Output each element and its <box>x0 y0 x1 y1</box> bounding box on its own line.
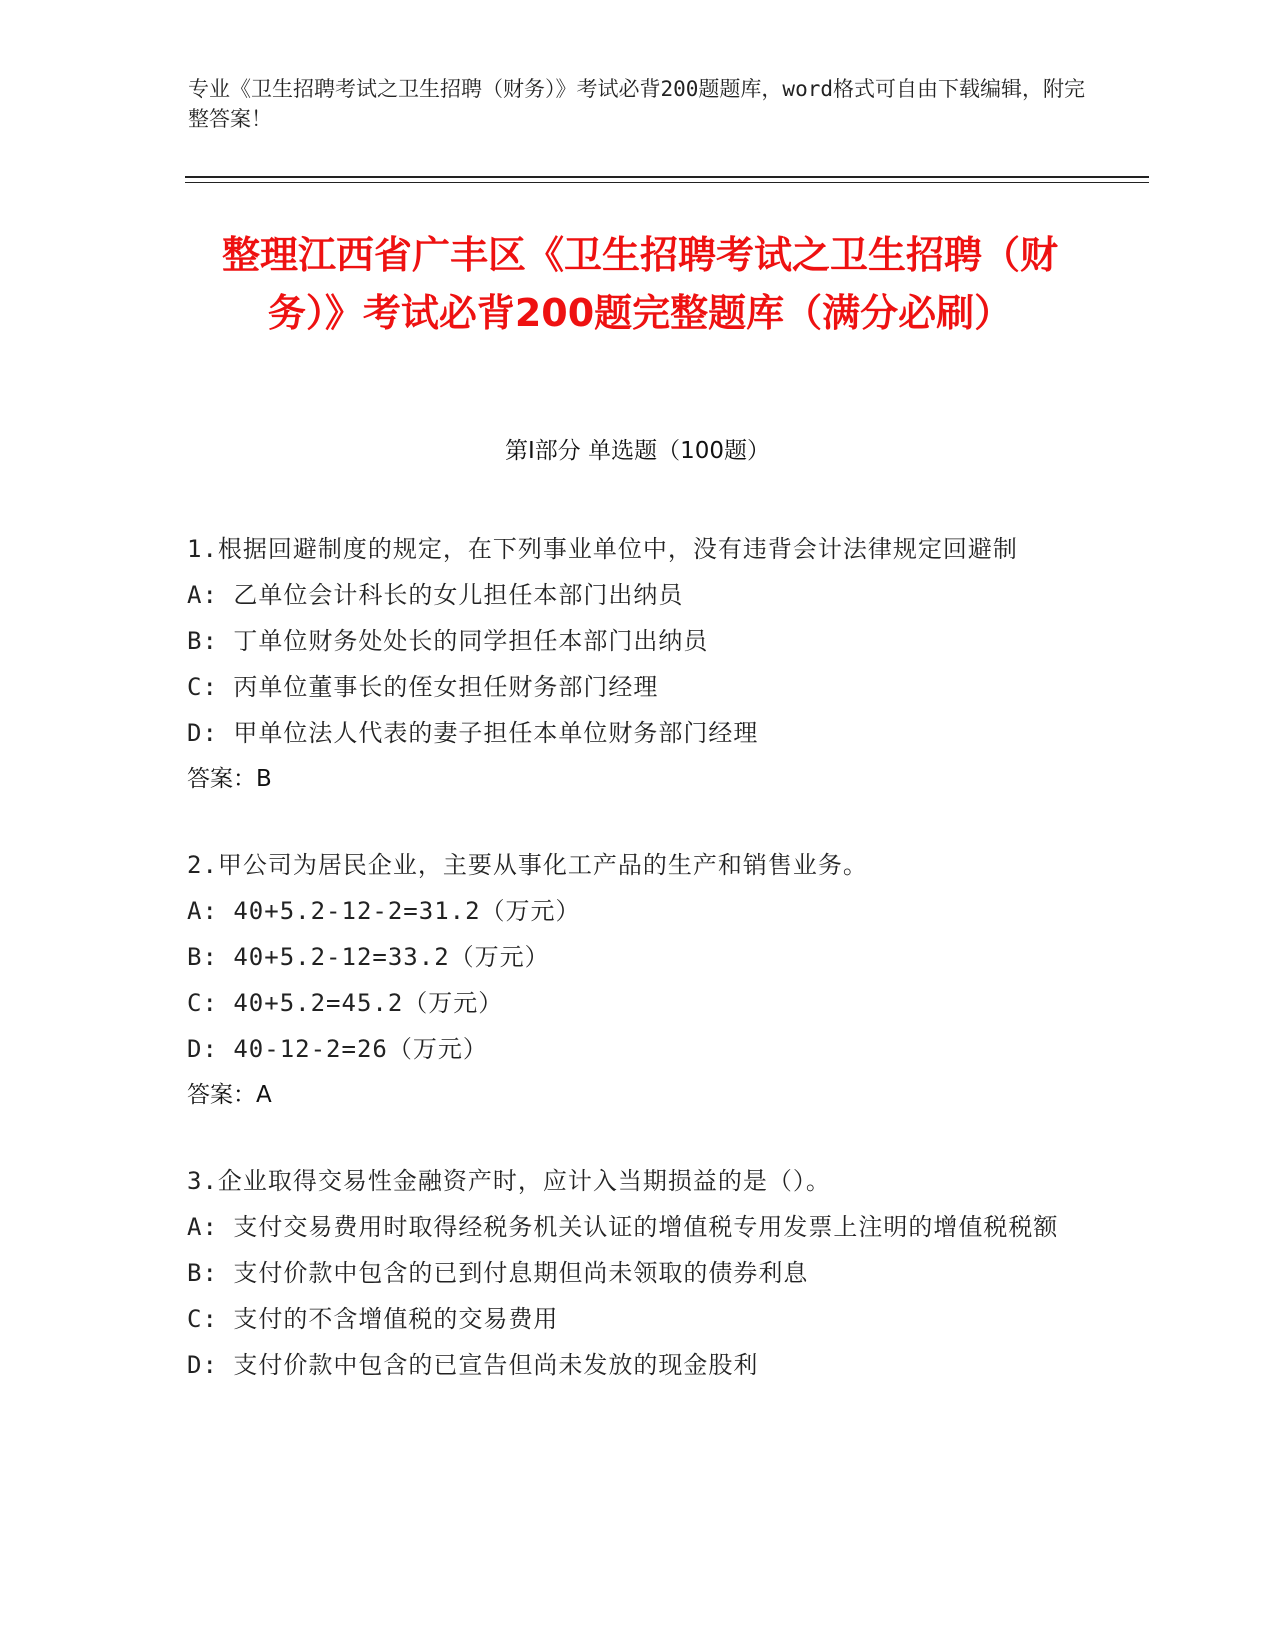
header-divider-thick <box>185 176 1149 178</box>
question-stem: 1.根据回避制度的规定，在下列事业单位中，没有违背会计法律规定回避制 <box>187 535 1018 563</box>
section-heading: 第Ⅰ部分 单选题（100题） <box>505 438 770 464</box>
option-a: A: 40+5.2-12-2=31.2（万元） <box>187 897 581 925</box>
document-title: 整理江西省广丰区《卫生招聘考试之卫生招聘（财务）》考试必背200题完整题库（满分必刷） <box>221 233 1058 335</box>
option-c: C: 丙单位董事长的侄女担任财务部门经理 <box>187 673 659 701</box>
header-divider-thin <box>185 182 1149 183</box>
option-a: A: 支付交易费用时取得经税务机关认证的增值税专用发票上注明的增值税税额 <box>187 1213 1059 1241</box>
question-stem: 2.甲公司为居民企业，主要从事化工产品的生产和销售业务。 <box>187 851 868 879</box>
answer-line: 答案：A <box>187 1082 272 1108</box>
question-list <box>187 526 1067 1428</box>
answer-line: 答案：B <box>187 766 272 792</box>
option-b: B: 丁单位财务处处长的同学担任本部门出纳员 <box>187 627 709 655</box>
question-stem: 3.企业取得交易性金融资产时，应计入当期损益的是（）。 <box>187 1167 831 1195</box>
question-3 <box>187 1158 1067 1388</box>
header-note: 专业《卫生招聘考试之卫生招聘（财务）》考试必背200题题库，word格式可自由下载编辑，附完整答案！ <box>188 77 1085 131</box>
option-c: C: 40+5.2=45.2（万元） <box>187 989 504 1017</box>
option-d: D: 支付价款中包含的已宣告但尚未发放的现金股利 <box>187 1351 759 1379</box>
option-b: B: 40+5.2-12=33.2（万元） <box>187 943 550 971</box>
option-b: B: 支付价款中包含的已到付息期但尚未领取的债券利息 <box>187 1259 809 1287</box>
option-d: D: 甲单位法人代表的妻子担任本单位财务部门经理 <box>187 719 759 747</box>
question-2 <box>187 842 1067 1118</box>
option-a: A: 乙单位会计科长的女儿担任本部门出纳员 <box>187 581 684 609</box>
question-1 <box>187 526 1067 802</box>
option-d: D: 40-12-2=26（万元） <box>187 1035 488 1063</box>
option-c: C: 支付的不含增值税的交易费用 <box>187 1305 559 1333</box>
